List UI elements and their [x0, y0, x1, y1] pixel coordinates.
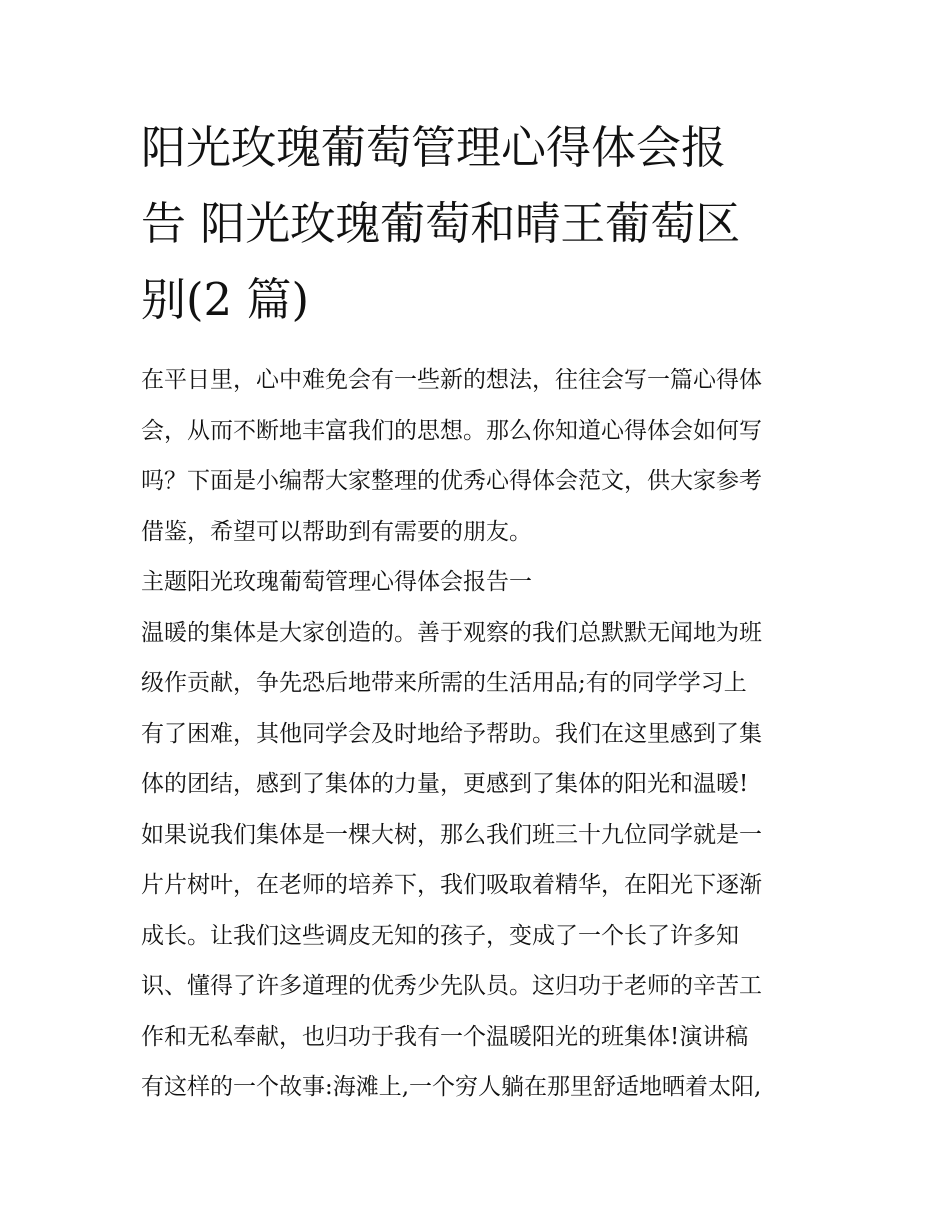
document-body	[141, 355, 821, 1113]
intro-paragraph-line: 借鉴，希望可以帮助到有需要的朋友。	[141, 518, 532, 545]
paragraph-line: 温暖的集体是大家创造的。善于观察的我们总默默无闻地为班	[141, 619, 762, 646]
paragraph-line: 体的团结，感到了集体的力量，更感到了集体的阳光和温暖!	[141, 771, 749, 797]
title-line: 告 阳光玫瑰葡萄和晴王葡萄区	[141, 197, 741, 250]
paragraph-line: 片片树叶，在老师的培养下，我们吸取着精华，在阳光下逐渐	[141, 872, 762, 898]
title-line: 阳光玫瑰葡萄管理心得体会报	[141, 121, 727, 174]
intro-paragraph-line: 在平日里，心中难免会有一些新的想法，往往会写一篇心得体	[141, 367, 762, 393]
title-line: 别(2 篇)	[141, 273, 310, 326]
paragraph-line: 有这样的一个故事:海滩上,一个穷人躺在那里舒适地晒着太阳,	[141, 1074, 762, 1100]
section-heading: 主题阳光玫瑰葡萄管理心得体会报告一	[141, 569, 532, 595]
intro-paragraph-line: 会，从而不断地丰富我们的思想。那么你知道心得体会如何写	[141, 417, 762, 444]
paragraph-line: 作和无私奉献，也归功于我有一个温暖阳光的班集体!演讲稿	[141, 1023, 749, 1050]
paragraph-line: 级作贡献，争先恐后地带来所需的生活用品;有的同学学习上	[141, 670, 747, 696]
paragraph-line: 识、懂得了许多道理的优秀少先队员。这归功于老师的辛苦工	[141, 973, 762, 999]
paragraph-line: 有了困难，其他同学会及时地给予帮助。我们在这里感到了集	[141, 720, 762, 747]
intro-paragraph-line: 吗？下面是小编帮大家整理的优秀心得体会范文，供大家参考	[141, 468, 762, 494]
document-title	[141, 110, 821, 338]
paragraph-line: 成长。让我们这些调皮无知的孩子，变成了一个长了许多知	[141, 922, 739, 949]
paragraph-line: 如果说我们集体是一棵大树，那么我们班三十九位同学就是一	[141, 821, 762, 848]
